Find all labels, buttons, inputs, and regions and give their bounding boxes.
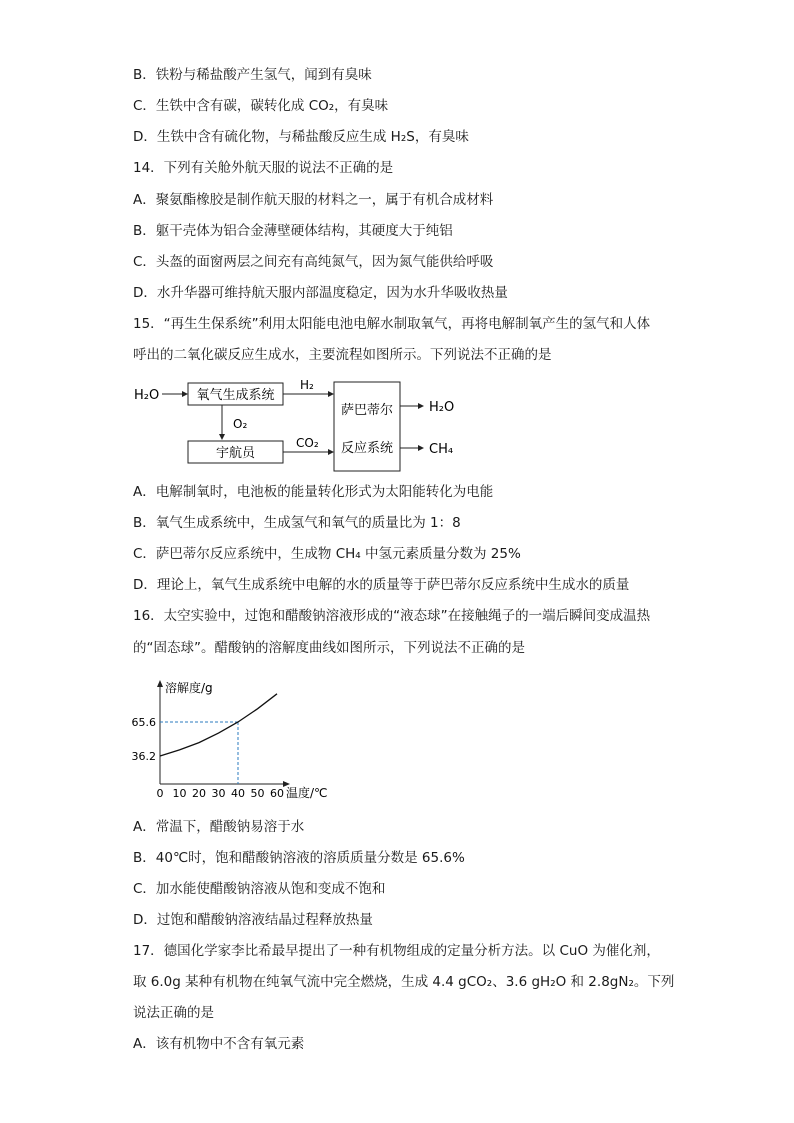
chart-y-arrow bbox=[157, 680, 163, 687]
q17-option-a: A．该有机物中不含有氧元素 bbox=[133, 1036, 305, 1052]
q16-option-b: B．40℃时，饱和醋酸钠溶液的溶质质量分数是 65.6% bbox=[133, 850, 465, 866]
q15-option-a: A．电解制氧时，电池板的能量转化形式为太阳能转化为电能 bbox=[133, 484, 494, 500]
flow-output-h2o: H₂O bbox=[429, 400, 455, 415]
solubility-chart bbox=[0, 670, 794, 810]
flow-label-o2: O₂ bbox=[233, 417, 248, 431]
q16-option-a: A．常温下，醋酸钠易溶于水 bbox=[133, 819, 305, 835]
q13-option-d: D．生铁中含有硫化物，与稀盐酸反应生成 H₂S，有臭味 bbox=[133, 129, 469, 145]
chart-x-tick-label: 20 bbox=[192, 787, 206, 800]
q16-option-d: D．过饱和醋酸钠溶液结晶过程释放热量 bbox=[133, 912, 373, 928]
q14-option-a: A．聚氨酯橡胶是制作航天服的材料之一，属于有机合成材料 bbox=[133, 192, 494, 208]
chart-solubility-curve bbox=[160, 694, 277, 756]
chart-x-tick-label: 30 bbox=[211, 787, 226, 800]
q17-stem-line3: 说法正确的是 bbox=[133, 1005, 214, 1021]
q14-option-b: B．躯干壳体为铝合金薄壁硬体结构，其硬度大于纯铝 bbox=[133, 223, 453, 239]
q15-option-b: B．氧气生成系统中，生成氢气和氧气的质量比为 1：8 bbox=[133, 515, 461, 531]
chart-x-tick-label: 10 bbox=[172, 787, 187, 800]
flow-box-astronaut-label: 宇航员 bbox=[215, 446, 256, 461]
q15-flow-diagram bbox=[0, 372, 794, 482]
chart-y-axis-label: 溶解度/g bbox=[165, 681, 213, 695]
q17-stem-line2: 取 6.0g 某种有机物在纯氧气流中完全燃烧，生成 4.4 gCO₂、3.6 gH₂O 和 2.8gN₂。下列 bbox=[133, 974, 675, 990]
q13-option-c: C．生铁中含有碳，碳转化成 CO₂，有臭味 bbox=[133, 98, 389, 114]
chart-x-tick-label: 50 bbox=[250, 787, 265, 800]
q16-stem-line2: 的“固态球”。醋酸钠的溶解度曲线如图所示，下列说法不正确的是 bbox=[133, 640, 525, 656]
flow-box-sabatier-label-2: 反应系统 bbox=[340, 441, 394, 456]
q17-stem-line1: 17．德国化学家李比希最早提出了一种有机物组成的定量分析方法。以 CuO 为催化剂， bbox=[133, 943, 660, 959]
chart-y-tick-label: 65.6 bbox=[131, 716, 156, 729]
flow-box-sabatier-label-1: 萨巴蒂尔 bbox=[340, 403, 394, 418]
flow-box-oxygen-label: 氧气生成系统 bbox=[196, 388, 275, 403]
flow-input-h2o: H₂O bbox=[134, 388, 160, 403]
chart-x-axis-label: 温度/℃ bbox=[286, 786, 328, 800]
q14-stem: 14．下列有关舱外航天服的说法不正确的是 bbox=[133, 160, 394, 176]
q16-stem-line1: 16．太空实验中，过饱和醋酸钠溶液形成的“液态球”在接触绳子的一端后瞬间变成温热 bbox=[133, 608, 651, 624]
q13-option-b: B．铁粉与稀盐酸产生氢气，闻到有臭味 bbox=[133, 67, 372, 83]
flow-box-sabatier bbox=[334, 382, 400, 471]
flow-output-ch4: CH₄ bbox=[429, 442, 454, 457]
flow-label-h2: H₂ bbox=[300, 378, 314, 392]
q14-option-c: C．头盔的面窗两层之间充有高纯氮气，因为氮气能供给呼吸 bbox=[133, 254, 494, 270]
q16-option-c: C．加水能使醋酸钠溶液从饱和变成不饱和 bbox=[133, 881, 386, 897]
chart-x-tick-label: 40 bbox=[231, 787, 245, 800]
chart-y-tick-label: 36.2 bbox=[131, 750, 156, 763]
q15-option-d: D．理论上，氧气生成系统中电解的水的质量等于萨巴蒂尔反应系统中生成水的质量 bbox=[133, 577, 630, 593]
q15-stem-line1: 15．“再生生保系统”利用太阳能电池电解水制取氧气，再将电解制氧产生的氢气和人体 bbox=[133, 316, 651, 332]
chart-x-tick-label: 0 bbox=[156, 787, 164, 800]
q15-stem-line2: 呼出的二氧化碳反应生成水，主要流程如图所示。下列说法不正确的是 bbox=[133, 347, 552, 363]
q14-option-d: D．水升华器可维持航天服内部温度稳定，因为水升华吸收热量 bbox=[133, 285, 508, 301]
flow-label-co2: CO₂ bbox=[296, 436, 319, 450]
chart-x-tick-label: 60 bbox=[270, 787, 284, 800]
q15-option-c: C．萨巴蒂尔反应系统中，生成物 CH₄ 中氢元素质量分数为 25% bbox=[133, 546, 521, 562]
